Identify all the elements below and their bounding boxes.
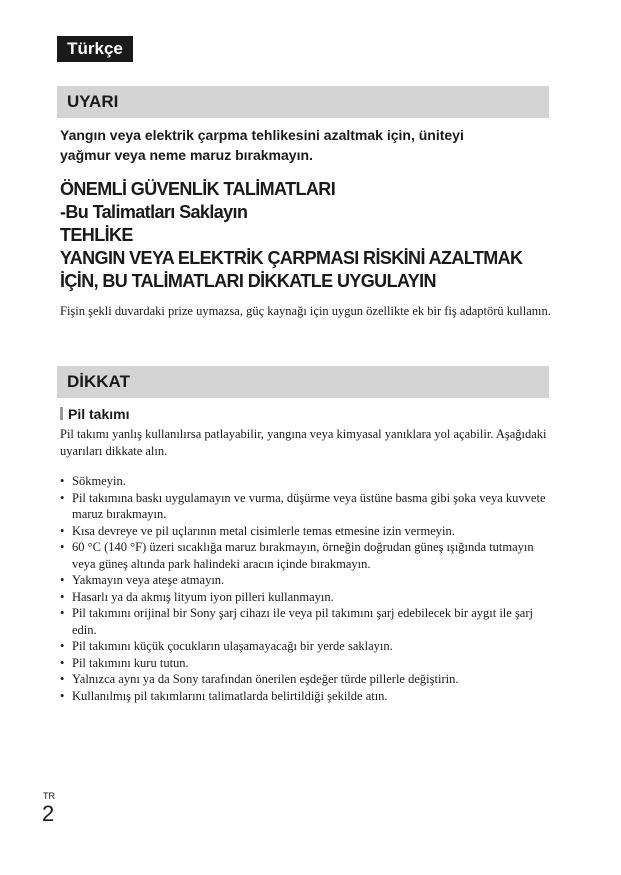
list-item: • Yakmayın veya ateşe atmayın. xyxy=(60,572,552,589)
list-item: • Pil takımını kuru tutun. xyxy=(60,655,552,672)
warning-line-1: Yangın veya elektrik çarpma tehlikesini azaltmak için, üniteyi xyxy=(60,127,464,143)
warning-heading: UYARI xyxy=(57,86,549,118)
list-item: • Pil takımını orijinal bir Sony şarj cihazı ile veya pil takımını şarj edebilecek bir aygıt ile şarj edin. xyxy=(60,605,552,638)
warning-line-2: yağmur veya neme maruz bırakmayın. xyxy=(60,147,313,163)
list-item: • Kullanılmış pil takımlarını talimatlarda belirtildiği şekilde atın. xyxy=(60,688,552,705)
important-line-4: YANGIN VEYA ELEKTRİK ÇARPMASI RİSKİNİ AZALTMAK xyxy=(60,248,523,268)
important-safety-block xyxy=(60,178,560,293)
list-item: • Pil takımını küçük çocukların ulaşamayacağı bir yerde saklayın. xyxy=(60,638,552,655)
page-language-code: TR xyxy=(43,791,55,801)
important-line-5: İÇİN, BU TALİMATLARI DİKKATLE UYGULAYIN xyxy=(60,271,436,291)
list-item: • Sökmeyin. xyxy=(60,473,552,490)
list-item: • Kısa devreye ve pil uçlarının metal cisimlerle temas etmesine izin vermeyin. xyxy=(60,523,552,540)
battery-intro-text: Pil takımı yanlış kullanılırsa patlayabilir, yangına veya kimyasal yanıklara yol açabilir. Aşağıdaki uyarıları dikkate alın. xyxy=(60,427,547,458)
warning-text xyxy=(60,125,550,165)
important-line-3: TEHLİKE xyxy=(60,225,133,245)
battery-pack-subheading xyxy=(60,405,129,423)
list-item: • Pil takımına baskı uygulamayın ve vurma, düşürme veya üstüne basma gibi şoka veya kuvvete maruz bırakmayın. xyxy=(60,490,552,523)
language-tab: Türkçe xyxy=(57,36,133,62)
caution-heading: DİKKAT xyxy=(57,366,549,398)
list-item: • 60 °C (140 °F) üzeri sıcaklığa maruz bırakmayın, örneğin doğrudan güneş ışığında tutmayın veya güneş altında park halindeki aracın içinde bırakmayın. xyxy=(60,539,552,572)
important-line-2: -Bu Talimatları Saklayın xyxy=(60,202,248,222)
plug-adapter-note: Fişin şekli duvardaki prize uymazsa, güç kaynağı için uygun özellikte ek bir fiş adaptörü kullanın. xyxy=(60,304,551,318)
important-line-1: ÖNEMLİ GÜVENLİK TALİMATLARI xyxy=(60,179,336,199)
subheading-marker xyxy=(60,407,63,420)
battery-warnings-list xyxy=(60,473,552,704)
battery-pack-subheading-text: Pil takımı xyxy=(68,406,130,422)
list-item: • Hasarlı ya da akmış lityum iyon pilleri kullanmayın. xyxy=(60,589,552,606)
list-item: • Yalnızca aynı ya da Sony tarafından önerilen eşdeğer türde pillerle değiştirin. xyxy=(60,671,552,688)
page-number: 2 xyxy=(42,801,55,826)
